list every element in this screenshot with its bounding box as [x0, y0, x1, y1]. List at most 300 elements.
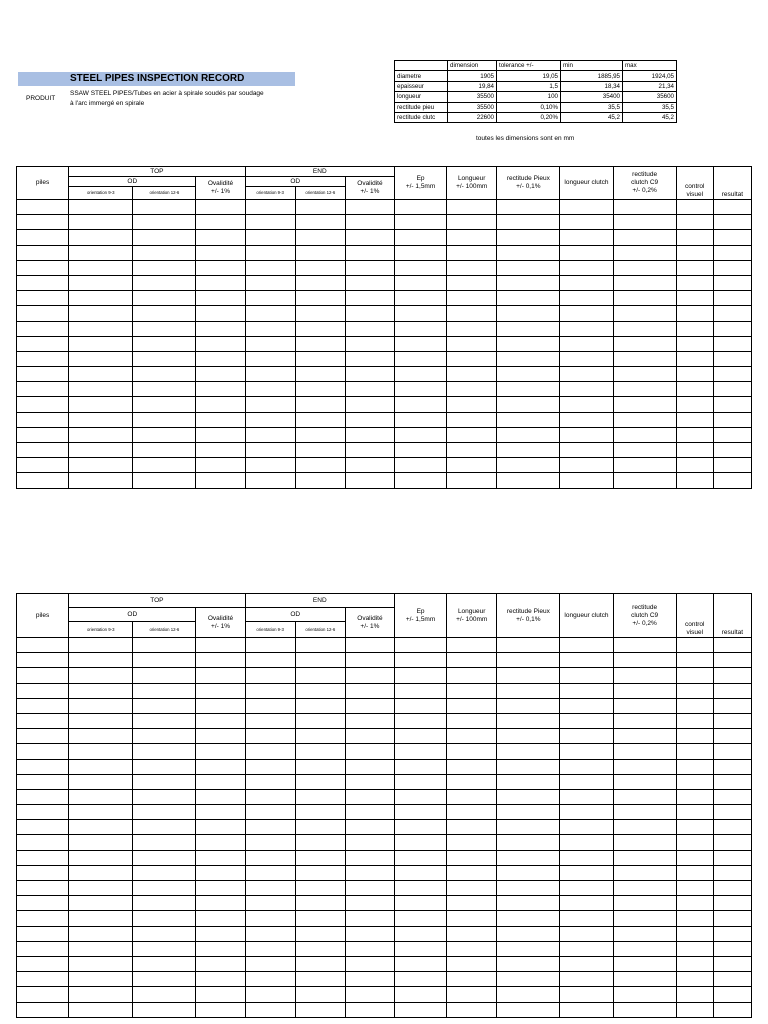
table-cell[interactable] — [17, 911, 69, 926]
table-cell[interactable] — [713, 911, 751, 926]
table-cell[interactable] — [613, 230, 676, 245]
table-cell[interactable] — [245, 713, 295, 728]
table-cell[interactable] — [613, 987, 676, 1002]
table-cell[interactable] — [447, 713, 497, 728]
table-cell[interactable] — [245, 835, 295, 850]
table-cell[interactable] — [345, 245, 394, 260]
table-cell[interactable] — [676, 668, 713, 683]
table-cell[interactable] — [560, 713, 613, 728]
table-cell[interactable] — [613, 351, 676, 366]
table-cell[interactable] — [295, 412, 345, 427]
table-cell[interactable] — [713, 941, 751, 956]
table-cell[interactable] — [69, 850, 133, 865]
table-cell[interactable] — [196, 881, 245, 896]
table-cell[interactable] — [394, 865, 446, 880]
table-cell[interactable] — [497, 260, 560, 275]
table-cell[interactable] — [560, 291, 613, 306]
table-cell[interactable] — [613, 774, 676, 789]
table-cell[interactable] — [17, 865, 69, 880]
table-cell[interactable] — [394, 412, 446, 427]
table-cell[interactable] — [69, 336, 133, 351]
table-cell[interactable] — [447, 215, 497, 230]
table-cell[interactable] — [295, 789, 345, 804]
table-cell[interactable] — [133, 805, 196, 820]
table-cell[interactable] — [560, 245, 613, 260]
table-cell[interactable] — [245, 397, 295, 412]
table-cell[interactable] — [394, 215, 446, 230]
table-cell[interactable] — [345, 668, 394, 683]
table-cell[interactable] — [613, 896, 676, 911]
table-cell[interactable] — [196, 911, 245, 926]
table-cell[interactable] — [613, 443, 676, 458]
table-cell[interactable] — [560, 367, 613, 382]
table-cell[interactable] — [345, 850, 394, 865]
table-cell[interactable] — [17, 820, 69, 835]
table-cell[interactable] — [69, 789, 133, 804]
table-cell[interactable] — [613, 336, 676, 351]
table-cell[interactable] — [447, 956, 497, 971]
table-cell[interactable] — [394, 941, 446, 956]
table-cell[interactable] — [613, 805, 676, 820]
table-cell[interactable] — [394, 729, 446, 744]
table-cell[interactable] — [69, 306, 133, 321]
table-cell[interactable] — [17, 367, 69, 382]
table-cell[interactable] — [295, 427, 345, 442]
table-cell[interactable] — [560, 881, 613, 896]
table-cell[interactable] — [17, 941, 69, 956]
table-cell[interactable] — [196, 683, 245, 698]
table-cell[interactable] — [713, 443, 751, 458]
table-cell[interactable] — [447, 865, 497, 880]
table-cell[interactable] — [676, 275, 713, 290]
table-cell[interactable] — [345, 653, 394, 668]
table-cell[interactable] — [497, 729, 560, 744]
table-cell[interactable] — [345, 926, 394, 941]
table-cell[interactable] — [295, 941, 345, 956]
table-cell[interactable] — [196, 668, 245, 683]
table-cell[interactable] — [713, 668, 751, 683]
table-cell[interactable] — [295, 865, 345, 880]
table-cell[interactable] — [613, 941, 676, 956]
table-cell[interactable] — [196, 351, 245, 366]
table-cell[interactable] — [713, 926, 751, 941]
table-cell[interactable] — [447, 638, 497, 653]
table-cell[interactable] — [560, 1002, 613, 1017]
table-cell[interactable] — [345, 427, 394, 442]
table-cell[interactable] — [497, 820, 560, 835]
table-cell[interactable] — [713, 987, 751, 1002]
table-cell[interactable] — [713, 230, 751, 245]
table-cell[interactable] — [676, 774, 713, 789]
table-cell[interactable] — [196, 789, 245, 804]
table-cell[interactable] — [497, 835, 560, 850]
table-cell[interactable] — [295, 397, 345, 412]
table-cell[interactable] — [394, 805, 446, 820]
table-cell[interactable] — [497, 744, 560, 759]
table-cell[interactable] — [497, 443, 560, 458]
table-cell[interactable] — [394, 336, 446, 351]
table-cell[interactable] — [69, 291, 133, 306]
table-cell[interactable] — [613, 200, 676, 215]
table-cell[interactable] — [394, 956, 446, 971]
table-cell[interactable] — [497, 896, 560, 911]
table-cell[interactable] — [676, 336, 713, 351]
table-cell[interactable] — [133, 367, 196, 382]
table-cell[interactable] — [560, 351, 613, 366]
table-cell[interactable] — [676, 759, 713, 774]
table-cell[interactable] — [713, 683, 751, 698]
table-cell[interactable] — [676, 653, 713, 668]
table-cell[interactable] — [394, 397, 446, 412]
table-cell[interactable] — [394, 321, 446, 336]
table-cell[interactable] — [245, 972, 295, 987]
table-cell[interactable] — [295, 698, 345, 713]
table-cell[interactable] — [613, 458, 676, 473]
table-cell[interactable] — [447, 230, 497, 245]
table-cell[interactable] — [560, 412, 613, 427]
table-cell[interactable] — [133, 336, 196, 351]
table-cell[interactable] — [613, 926, 676, 941]
table-cell[interactable] — [295, 230, 345, 245]
table-cell[interactable] — [497, 789, 560, 804]
table-cell[interactable] — [713, 397, 751, 412]
table-cell[interactable] — [133, 865, 196, 880]
table-cell[interactable] — [295, 881, 345, 896]
table-cell[interactable] — [613, 668, 676, 683]
table-cell[interactable] — [196, 275, 245, 290]
table-cell[interactable] — [196, 926, 245, 941]
table-cell[interactable] — [676, 956, 713, 971]
table-cell[interactable] — [295, 972, 345, 987]
table-cell[interactable] — [17, 306, 69, 321]
table-cell[interactable] — [676, 473, 713, 488]
table-cell[interactable] — [69, 911, 133, 926]
table-cell[interactable] — [245, 245, 295, 260]
table-cell[interactable] — [245, 473, 295, 488]
table-cell[interactable] — [447, 698, 497, 713]
table-cell[interactable] — [394, 698, 446, 713]
table-cell[interactable] — [676, 458, 713, 473]
table-cell[interactable] — [394, 653, 446, 668]
table-cell[interactable] — [560, 896, 613, 911]
table-cell[interactable] — [17, 881, 69, 896]
table-cell[interactable] — [447, 881, 497, 896]
table-cell[interactable] — [133, 427, 196, 442]
table-cell[interactable] — [17, 260, 69, 275]
table-cell[interactable] — [560, 865, 613, 880]
table-cell[interactable] — [17, 275, 69, 290]
table-cell[interactable] — [497, 351, 560, 366]
table-cell[interactable] — [133, 200, 196, 215]
table-cell[interactable] — [613, 306, 676, 321]
table-cell[interactable] — [394, 230, 446, 245]
table-cell[interactable] — [613, 911, 676, 926]
table-cell[interactable] — [295, 668, 345, 683]
table-cell[interactable] — [447, 744, 497, 759]
table-cell[interactable] — [676, 881, 713, 896]
table-cell[interactable] — [133, 230, 196, 245]
table-cell[interactable] — [69, 835, 133, 850]
table-cell[interactable] — [394, 260, 446, 275]
table-cell[interactable] — [133, 321, 196, 336]
table-cell[interactable] — [133, 275, 196, 290]
table-cell[interactable] — [676, 896, 713, 911]
table-cell[interactable] — [196, 865, 245, 880]
table-cell[interactable] — [17, 230, 69, 245]
table-cell[interactable] — [394, 275, 446, 290]
table-cell[interactable] — [447, 835, 497, 850]
table-cell[interactable] — [613, 683, 676, 698]
table-cell[interactable] — [497, 683, 560, 698]
table-cell[interactable] — [345, 638, 394, 653]
table-cell[interactable] — [196, 759, 245, 774]
table-cell[interactable] — [560, 427, 613, 442]
table-cell[interactable] — [245, 698, 295, 713]
table-cell[interactable] — [133, 926, 196, 941]
table-cell[interactable] — [447, 820, 497, 835]
table-cell[interactable] — [497, 1002, 560, 1017]
table-cell[interactable] — [69, 1002, 133, 1017]
table-cell[interactable] — [245, 412, 295, 427]
table-cell[interactable] — [17, 713, 69, 728]
table-cell[interactable] — [560, 275, 613, 290]
table-cell[interactable] — [133, 972, 196, 987]
table-cell[interactable] — [17, 458, 69, 473]
table-cell[interactable] — [345, 351, 394, 366]
table-cell[interactable] — [345, 911, 394, 926]
table-cell[interactable] — [69, 698, 133, 713]
table-cell[interactable] — [447, 805, 497, 820]
table-cell[interactable] — [69, 865, 133, 880]
table-cell[interactable] — [69, 987, 133, 1002]
table-cell[interactable] — [69, 245, 133, 260]
table-cell[interactable] — [676, 729, 713, 744]
table-cell[interactable] — [447, 427, 497, 442]
table-cell[interactable] — [497, 427, 560, 442]
table-cell[interactable] — [560, 698, 613, 713]
table-cell[interactable] — [345, 774, 394, 789]
table-cell[interactable] — [196, 260, 245, 275]
table-cell[interactable] — [497, 230, 560, 245]
table-cell[interactable] — [713, 698, 751, 713]
table-cell[interactable] — [245, 200, 295, 215]
table-cell[interactable] — [69, 200, 133, 215]
table-cell[interactable] — [17, 397, 69, 412]
table-cell[interactable] — [69, 275, 133, 290]
table-cell[interactable] — [713, 638, 751, 653]
table-cell[interactable] — [69, 956, 133, 971]
table-cell[interactable] — [497, 382, 560, 397]
table-cell[interactable] — [345, 291, 394, 306]
table-cell[interactable] — [613, 215, 676, 230]
table-cell[interactable] — [345, 956, 394, 971]
table-cell[interactable] — [196, 1002, 245, 1017]
table-cell[interactable] — [497, 698, 560, 713]
table-cell[interactable] — [295, 835, 345, 850]
table-cell[interactable] — [676, 1002, 713, 1017]
table-cell[interactable] — [713, 291, 751, 306]
table-cell[interactable] — [133, 835, 196, 850]
table-cell[interactable] — [613, 260, 676, 275]
table-cell[interactable] — [196, 473, 245, 488]
table-cell[interactable] — [133, 351, 196, 366]
table-cell[interactable] — [613, 850, 676, 865]
table-cell[interactable] — [345, 215, 394, 230]
table-cell[interactable] — [69, 774, 133, 789]
table-cell[interactable] — [345, 805, 394, 820]
table-cell[interactable] — [613, 412, 676, 427]
table-cell[interactable] — [713, 729, 751, 744]
table-cell[interactable] — [497, 865, 560, 880]
table-cell[interactable] — [245, 987, 295, 1002]
table-cell[interactable] — [497, 336, 560, 351]
table-cell[interactable] — [245, 367, 295, 382]
table-cell[interactable] — [497, 956, 560, 971]
table-cell[interactable] — [394, 881, 446, 896]
table-cell[interactable] — [676, 850, 713, 865]
table-cell[interactable] — [196, 896, 245, 911]
table-cell[interactable] — [196, 941, 245, 956]
table-cell[interactable] — [17, 926, 69, 941]
table-cell[interactable] — [713, 713, 751, 728]
table-cell[interactable] — [295, 443, 345, 458]
table-cell[interactable] — [676, 321, 713, 336]
table-cell[interactable] — [394, 713, 446, 728]
table-cell[interactable] — [17, 956, 69, 971]
table-cell[interactable] — [447, 1002, 497, 1017]
table-cell[interactable] — [133, 896, 196, 911]
table-cell[interactable] — [196, 245, 245, 260]
table-cell[interactable] — [713, 881, 751, 896]
table-cell[interactable] — [394, 1002, 446, 1017]
table-cell[interactable] — [196, 744, 245, 759]
table-cell[interactable] — [676, 972, 713, 987]
table-cell[interactable] — [345, 1002, 394, 1017]
table-cell[interactable] — [345, 473, 394, 488]
table-cell[interactable] — [17, 759, 69, 774]
table-cell[interactable] — [497, 245, 560, 260]
table-cell[interactable] — [17, 382, 69, 397]
table-cell[interactable] — [613, 865, 676, 880]
table-cell[interactable] — [295, 850, 345, 865]
table-cell[interactable] — [613, 245, 676, 260]
table-cell[interactable] — [196, 215, 245, 230]
table-cell[interactable] — [196, 653, 245, 668]
table-cell[interactable] — [394, 789, 446, 804]
table-cell[interactable] — [497, 850, 560, 865]
table-cell[interactable] — [245, 774, 295, 789]
table-cell[interactable] — [345, 382, 394, 397]
table-cell[interactable] — [196, 713, 245, 728]
table-cell[interactable] — [394, 744, 446, 759]
table-cell[interactable] — [196, 805, 245, 820]
table-cell[interactable] — [133, 653, 196, 668]
table-cell[interactable] — [713, 789, 751, 804]
table-cell[interactable] — [133, 774, 196, 789]
table-cell[interactable] — [17, 336, 69, 351]
table-cell[interactable] — [560, 473, 613, 488]
table-cell[interactable] — [69, 382, 133, 397]
table-cell[interactable] — [394, 382, 446, 397]
table-cell[interactable] — [497, 291, 560, 306]
table-cell[interactable] — [497, 668, 560, 683]
table-cell[interactable] — [560, 638, 613, 653]
table-cell[interactable] — [295, 744, 345, 759]
table-cell[interactable] — [613, 744, 676, 759]
table-cell[interactable] — [69, 881, 133, 896]
table-cell[interactable] — [394, 850, 446, 865]
table-cell[interactable] — [447, 683, 497, 698]
table-cell[interactable] — [497, 926, 560, 941]
table-cell[interactable] — [394, 200, 446, 215]
table-cell[interactable] — [69, 653, 133, 668]
table-cell[interactable] — [245, 382, 295, 397]
table-cell[interactable] — [196, 230, 245, 245]
table-cell[interactable] — [713, 427, 751, 442]
table-cell[interactable] — [69, 972, 133, 987]
table-cell[interactable] — [196, 729, 245, 744]
table-cell[interactable] — [345, 200, 394, 215]
table-cell[interactable] — [17, 653, 69, 668]
table-cell[interactable] — [447, 443, 497, 458]
table-cell[interactable] — [447, 412, 497, 427]
table-cell[interactable] — [447, 987, 497, 1002]
table-cell[interactable] — [295, 215, 345, 230]
table-cell[interactable] — [394, 835, 446, 850]
table-cell[interactable] — [295, 306, 345, 321]
table-cell[interactable] — [497, 911, 560, 926]
table-cell[interactable] — [196, 397, 245, 412]
table-cell[interactable] — [497, 458, 560, 473]
table-cell[interactable] — [196, 972, 245, 987]
table-cell[interactable] — [676, 865, 713, 880]
table-cell[interactable] — [676, 200, 713, 215]
table-cell[interactable] — [676, 260, 713, 275]
table-cell[interactable] — [713, 896, 751, 911]
table-cell[interactable] — [17, 351, 69, 366]
table-cell[interactable] — [447, 336, 497, 351]
table-cell[interactable] — [17, 744, 69, 759]
table-cell[interactable] — [196, 987, 245, 1002]
table-cell[interactable] — [17, 896, 69, 911]
table-cell[interactable] — [394, 668, 446, 683]
table-cell[interactable] — [560, 683, 613, 698]
table-cell[interactable] — [196, 382, 245, 397]
table-cell[interactable] — [245, 729, 295, 744]
table-cell[interactable] — [676, 412, 713, 427]
table-cell[interactable] — [196, 820, 245, 835]
table-cell[interactable] — [17, 1002, 69, 1017]
table-cell[interactable] — [69, 820, 133, 835]
table-cell[interactable] — [497, 215, 560, 230]
table-cell[interactable] — [497, 713, 560, 728]
table-cell[interactable] — [245, 458, 295, 473]
table-cell[interactable] — [497, 473, 560, 488]
table-cell[interactable] — [713, 744, 751, 759]
table-cell[interactable] — [497, 881, 560, 896]
table-cell[interactable] — [613, 397, 676, 412]
table-cell[interactable] — [17, 789, 69, 804]
table-cell[interactable] — [345, 230, 394, 245]
table-cell[interactable] — [196, 306, 245, 321]
table-cell[interactable] — [133, 850, 196, 865]
table-cell[interactable] — [447, 774, 497, 789]
table-cell[interactable] — [560, 926, 613, 941]
table-cell[interactable] — [345, 789, 394, 804]
table-cell[interactable] — [245, 427, 295, 442]
table-cell[interactable] — [497, 275, 560, 290]
table-cell[interactable] — [245, 1002, 295, 1017]
